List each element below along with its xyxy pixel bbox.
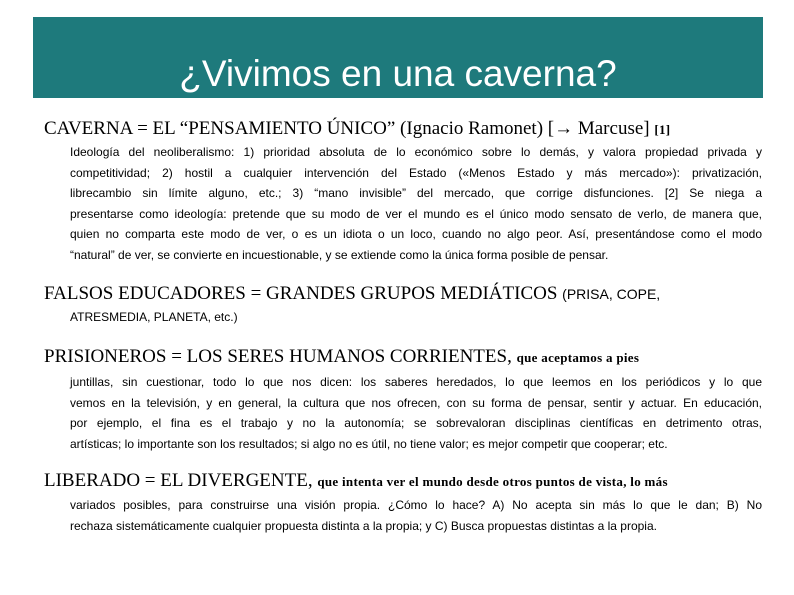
prisioneros-line-2: vemos en la televisión, y en general, la cultura que nos ofrecen, con su forma de pensar, sentir y actuar. En educación, xyxy=(70,395,762,410)
liberado-heading-tail: que intenta ver el mundo desde otros puntos de vista, lo más xyxy=(317,474,668,489)
section-prisioneros-heading xyxy=(44,346,766,369)
prisioneros-line-1: juntillas, sin cuestionar, todo lo que nos dicen: los saberes heredados, lo que leemos en los periódicos y lo que xyxy=(70,375,762,389)
title-bar xyxy=(33,17,763,98)
slide-title: ¿Vivimos en una caverna? xyxy=(179,53,617,94)
section-prisioneros-body xyxy=(70,372,762,454)
prisioneros-heading-text: PRISIONEROS = LOS SERES HUMANOS CORRIENTES, xyxy=(44,346,512,367)
caverna-line-4: presentarse como ideología: pretende que su modo de ver el mundo es el único modo sensato de verlo, de manera que, xyxy=(70,206,762,221)
liberado-heading-text: LIBERADO = EL DIVERGENTE, xyxy=(44,470,313,491)
prisioneros-heading-tail: que aceptamos a pies xyxy=(516,350,640,365)
educadores-heading-text: FALSOS EDUCADORES = GRANDES GRUPOS MEDIÁTICOS xyxy=(44,283,558,304)
section-educadores-body xyxy=(70,307,762,328)
caverna-line-1: Ideología del neoliberalismo: 1) prioridad absoluta de lo económico sobre lo demás, y valora propiedad privada y xyxy=(70,145,762,159)
liberado-line-2: rechaza sistemáticamente cualquier propuesta distinta a la propia; y C) Busca propuestas distintas a la propia. xyxy=(70,518,657,533)
section-educadores-heading xyxy=(44,283,766,305)
liberado-line-1: variados posibles, para construirse una visión propia. ¿Cómo lo hace? A) No acepta sin más lo que le dan; B) No xyxy=(70,498,762,512)
caverna-line-3: librecambio sin límite alguno, etc.; 3) “mano invisible” del mercado, que corrige disfunciones. [2] Se niega a xyxy=(70,186,762,200)
educadores-line-1: ATRESMEDIA, PLANETA, etc.) xyxy=(70,310,238,324)
educadores-heading-tail: (PRISA, COPE, xyxy=(562,286,661,302)
prisioneros-line-4: artísticas; lo importante son los resultados; si algo no es útil, no tiene valor; es mejor competir que cooperar; etc. xyxy=(70,436,668,451)
prisioneros-line-3: por ejemplo, el fina es el trabajo y no la autonomía; se sobrevaloran disciplinas científicas en detrimento otras, xyxy=(70,416,762,430)
section-liberado-heading xyxy=(44,470,766,493)
footnote-ref: [1] xyxy=(654,122,671,137)
caverna-line-5: quien no comparta este modo de ver, o es un idiota o un loco, cuando no algo peor. Así, presentándose como el modo xyxy=(70,227,762,241)
caverna-heading-text: CAVERNA = EL “PENSAMIENTO ÚNICO” (Ignacio Ramonet) [→ Marcuse] xyxy=(44,118,650,139)
section-caverna-body xyxy=(70,142,762,265)
section-caverna-heading xyxy=(44,118,766,141)
section-liberado-body xyxy=(70,495,762,536)
caverna-line-6: “natural” de ver, se convierte en incuestionable, y se extiende como la única forma posible de pensar. xyxy=(70,247,609,262)
caverna-line-2: competitividad; 2) hostil a cualquier intervención del Estado («Menos Estado y más mercado»): privatización, xyxy=(70,165,762,180)
